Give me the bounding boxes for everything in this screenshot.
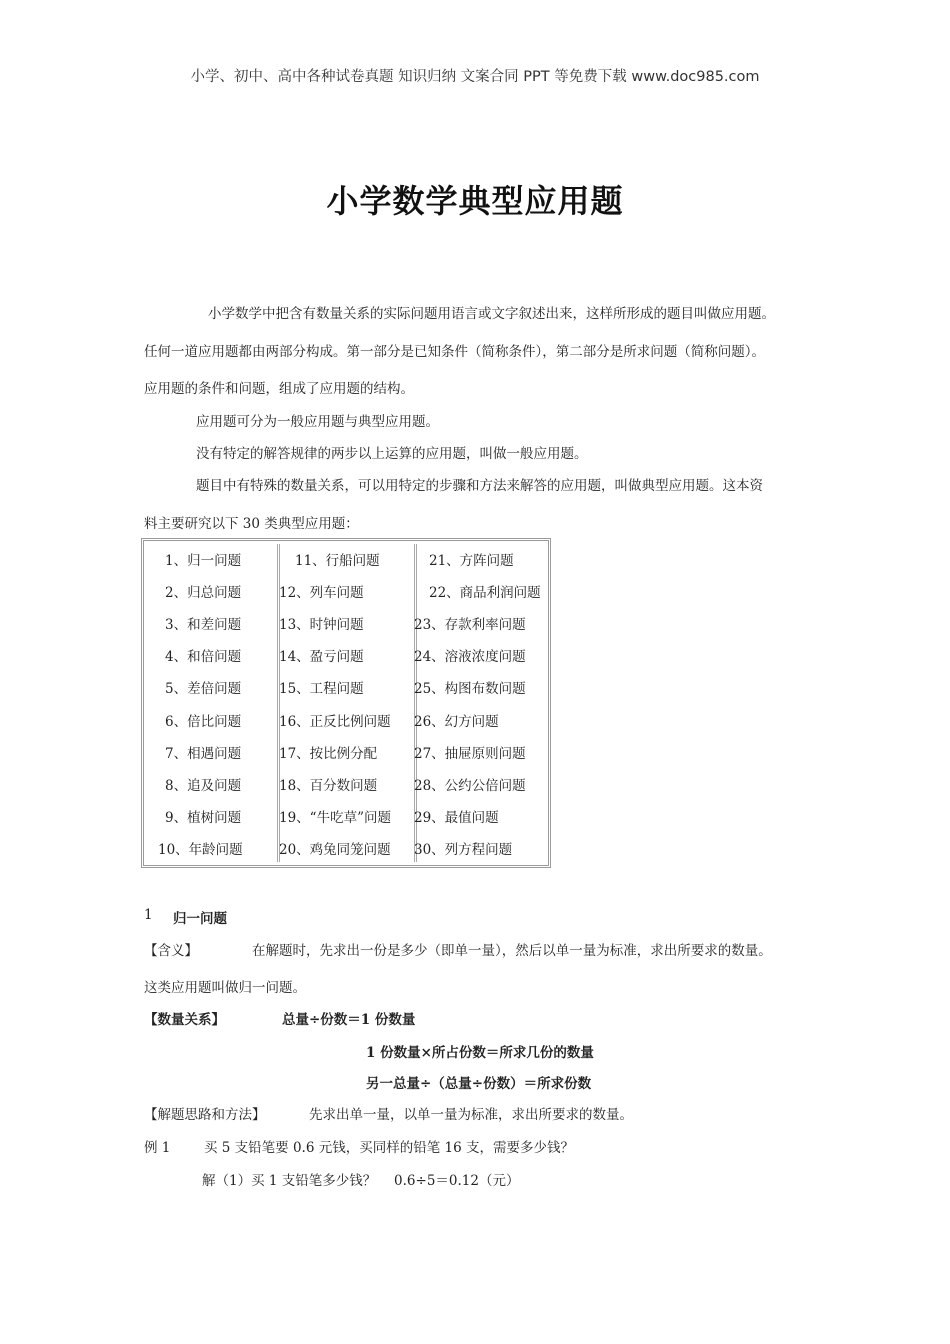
intro-paragraph-2: 应用题可分为一般应用题与典型应用题。	[196, 414, 439, 430]
topic-col1-item: 10、年龄问题	[158, 841, 243, 858]
meaning-label: 【含义】	[144, 943, 198, 959]
section-1-heading: 归一问题	[173, 911, 227, 927]
topic-col1-item: 5、差倍问题	[165, 681, 242, 698]
topic-col2-item: 17、按比例分配	[279, 745, 378, 762]
topic-col2-item: 15、工程问题	[279, 681, 364, 698]
intro-paragraph-4-line-1: 题目中有特殊的数量关系，可以用特定的步骤和方法来解答的应用题，叫做典型应用题。这本资	[196, 478, 763, 494]
intro-line-3: 应用题的条件和问题，组成了应用题的结构。	[144, 381, 414, 397]
meaning-text-line-2: 这类应用题叫做归一问题。	[144, 980, 306, 996]
topic-col2-item: 19、“牛吃草”问题	[279, 809, 391, 826]
topic-col1-item: 1、归一问题	[165, 553, 242, 569]
topics-table	[141, 538, 551, 868]
topic-col2-item: 12、列车问题	[279, 585, 364, 602]
topic-col2-item: 14、盈亏问题	[279, 649, 364, 666]
meaning-text-line-1: 在解题时，先求出一份是多少（即单一量），然后以单一量为标准，求出所要求的数量。	[252, 943, 772, 959]
topic-col3-item: 30、列方程问题	[414, 841, 513, 858]
topic-col3-item: 22、商品利润问题	[429, 585, 541, 602]
relation-formula-3: 另一总量÷（总量÷份数）＝所求份数	[366, 1076, 592, 1092]
method-text: 先求出单一量，以单一量为标准，求出所要求的数量。	[309, 1107, 633, 1123]
topic-col3-item: 23、存款利率问题	[414, 617, 526, 634]
intro-line-2: 任何一道应用题都由两部分构成。第一部分是已知条件（简称条件），第二部分是所求问题（简称问题）。	[144, 344, 765, 360]
topic-col3-item: 26、幻方问题	[414, 713, 499, 730]
method-label: 【解题思路和方法】	[144, 1107, 266, 1123]
topic-col3-item: 25、构图布数问题	[414, 681, 526, 698]
topic-col3-item: 27、抽屉原则问题	[414, 745, 526, 762]
topic-col1-item: 8、追及问题	[165, 777, 242, 794]
topic-col2-item: 11、行船问题	[295, 553, 380, 569]
topic-col1-item: 9、植树问题	[165, 809, 242, 826]
topic-col2-item: 13、时钟问题	[279, 617, 364, 634]
section-1-number: 1	[144, 907, 153, 923]
topic-col3-item: 24、溶液浓度问题	[414, 649, 526, 666]
relation-label: 【数量关系】	[144, 1012, 225, 1028]
topics-column-1	[144, 541, 277, 865]
topic-col2-item: 18、百分数问题	[279, 777, 378, 794]
topic-col1-item: 2、归总问题	[165, 585, 242, 602]
document-title: 小学数学典型应用题	[326, 182, 624, 220]
example-1-solution-step-1: 解（1）买 1 支铅笔多少钱？ 0.6÷5＝0.12（元）	[202, 1173, 520, 1189]
topic-col3-item: 21、方阵问题	[429, 553, 514, 569]
intro-paragraph-3: 没有特定的解答规律的两步以上运算的应用题，叫做一般应用题。	[196, 446, 588, 462]
relation-formula-2: 1 份数量×所占份数＝所求几份的数量	[366, 1045, 594, 1061]
topic-col1-item: 4、和倍问题	[165, 649, 242, 666]
topic-col1-item: 3、和差问题	[165, 617, 242, 634]
topics-column-3	[414, 541, 548, 865]
page-header: 小学、初中、高中各种试卷真题 知识归纳 文案合同 PPT 等免费下载 www.doc985.com	[190, 69, 760, 85]
intro-paragraph-4-line-2: 料主要研究以下 30 类典型应用题：	[144, 516, 359, 532]
topic-col1-item: 6、倍比问题	[165, 713, 242, 730]
topics-column-2	[277, 541, 414, 865]
topic-col2-item: 20、鸡兔同笼问题	[279, 841, 391, 858]
topic-col3-item: 28、公约公倍问题	[414, 777, 526, 794]
topic-col1-item: 7、相遇问题	[165, 745, 242, 762]
example-1-label: 例 1	[144, 1140, 171, 1156]
topic-col2-item: 16、正反比例问题	[279, 713, 391, 730]
intro-line-1: 小学数学中把含有数量关系的实际问题用语言或文字叙述出来，这样所形成的题目叫做应用题。	[208, 306, 775, 322]
relation-formula-1: 总量÷份数＝1 份数量	[282, 1012, 416, 1028]
topic-col3-item: 29、最值问题	[414, 809, 499, 826]
example-1-text: 买 5 支铅笔要 0.6 元钱，买同样的铅笔 16 支，需要多少钱？	[204, 1140, 574, 1156]
